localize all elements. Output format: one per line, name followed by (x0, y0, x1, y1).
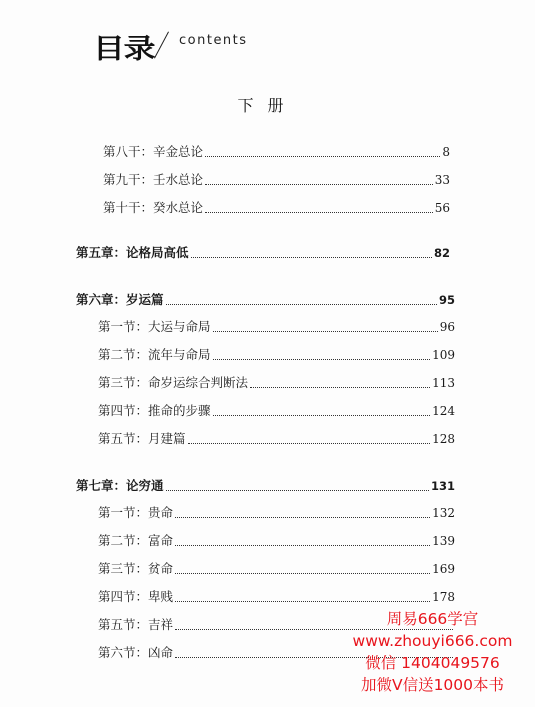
dot-leader (175, 572, 430, 574)
toc-entry (98, 401, 455, 421)
toc-entry (98, 345, 455, 365)
toc-chapter-entry (76, 476, 455, 496)
toc-chapter-label: 第七章：论穷通 (76, 478, 164, 493)
toc-entry (103, 198, 450, 218)
toc-entry-page: 56 (434, 201, 450, 215)
watermark (330, 608, 535, 696)
toc-entry-label: 第二节：富命 (98, 533, 174, 548)
toc-entry-page: 8 (442, 145, 450, 159)
toc-chapter-page: 82 (433, 246, 450, 260)
dot-leader (250, 386, 430, 388)
toc-chapter-page: 95 (438, 293, 455, 307)
contents-heading-chinese: 目录 (93, 34, 155, 65)
toc-entry-page: 33 (434, 173, 450, 187)
toc-chapter-label: 第五章：论格局高低 (76, 245, 189, 260)
header-slash-divider (154, 32, 169, 59)
dot-leader (175, 516, 430, 518)
toc-entry (98, 503, 455, 523)
toc-entry-page: 109 (432, 348, 455, 362)
toc-entry (98, 429, 455, 449)
toc-entry-label: 第九干：壬水总论 (103, 172, 204, 187)
dot-leader (205, 183, 433, 185)
toc-entry-label: 第四节：卑贱 (98, 589, 174, 604)
watermark-line-1: 周易666学宫 (386, 610, 479, 628)
toc-entry-page: 96 (439, 320, 455, 334)
toc-entry-label: 第一节：大运与命局 (98, 319, 211, 334)
toc-entry-label: 第一节：贵命 (98, 505, 174, 520)
toc-entry (98, 317, 455, 337)
toc-entry-label: 第十干：癸水总论 (103, 200, 204, 215)
toc-entry-label: 第四节：推命的步骤 (98, 403, 211, 418)
toc-entry-label: 第五节：月建篇 (98, 431, 186, 446)
toc-entry-label: 第二节：流年与命局 (98, 347, 211, 362)
dot-leader (213, 330, 438, 332)
dot-leader (166, 303, 437, 305)
toc-entry-page: 113 (432, 376, 455, 390)
toc-entry-label: 第六节：凶命 (98, 645, 174, 660)
dot-leader (213, 414, 431, 416)
toc-entry-page: 139 (432, 534, 455, 548)
watermark-line-2: www.zhouyi666.com (352, 632, 513, 650)
toc-entry-page: 124 (432, 404, 455, 418)
toc-chapter-entry (76, 290, 455, 310)
toc-chapter-entry (76, 243, 450, 263)
dot-leader (191, 256, 432, 258)
dot-leader (175, 600, 430, 602)
toc-entry (98, 531, 455, 551)
dot-leader (205, 155, 440, 157)
dot-leader (166, 489, 429, 491)
dot-leader (213, 358, 431, 360)
volume-title: 下册 (237, 96, 298, 115)
contents-header (93, 24, 323, 64)
dot-leader (188, 442, 431, 444)
toc-entry-label: 第三节：命岁运综合判断法 (98, 375, 249, 390)
toc-chapter-page: 131 (430, 479, 455, 493)
watermark-line-3: 微信 1404049576 (365, 654, 500, 672)
toc-entry (103, 170, 450, 190)
dot-leader (175, 544, 430, 546)
toc-entry (98, 373, 455, 393)
toc-entry-label: 第八干：辛金总论 (103, 144, 204, 159)
toc-entry-label: 第五节：吉祥 (98, 617, 174, 632)
toc-entry-label: 第三节：贫命 (98, 561, 174, 576)
toc-entry-page: 178 (432, 590, 455, 604)
toc-entry-page: 169 (432, 562, 455, 576)
toc-entry (98, 587, 455, 607)
toc-entry (98, 559, 455, 579)
toc-entry-page: 128 (432, 432, 455, 446)
toc-entry (103, 142, 450, 162)
watermark-line-4: 加微V信送1000本书 (360, 676, 505, 694)
contents-heading-english: contents (179, 33, 248, 48)
toc-entry-page: 132 (432, 506, 455, 520)
toc-chapter-label: 第六章：岁运篇 (76, 292, 164, 307)
dot-leader (205, 211, 433, 213)
